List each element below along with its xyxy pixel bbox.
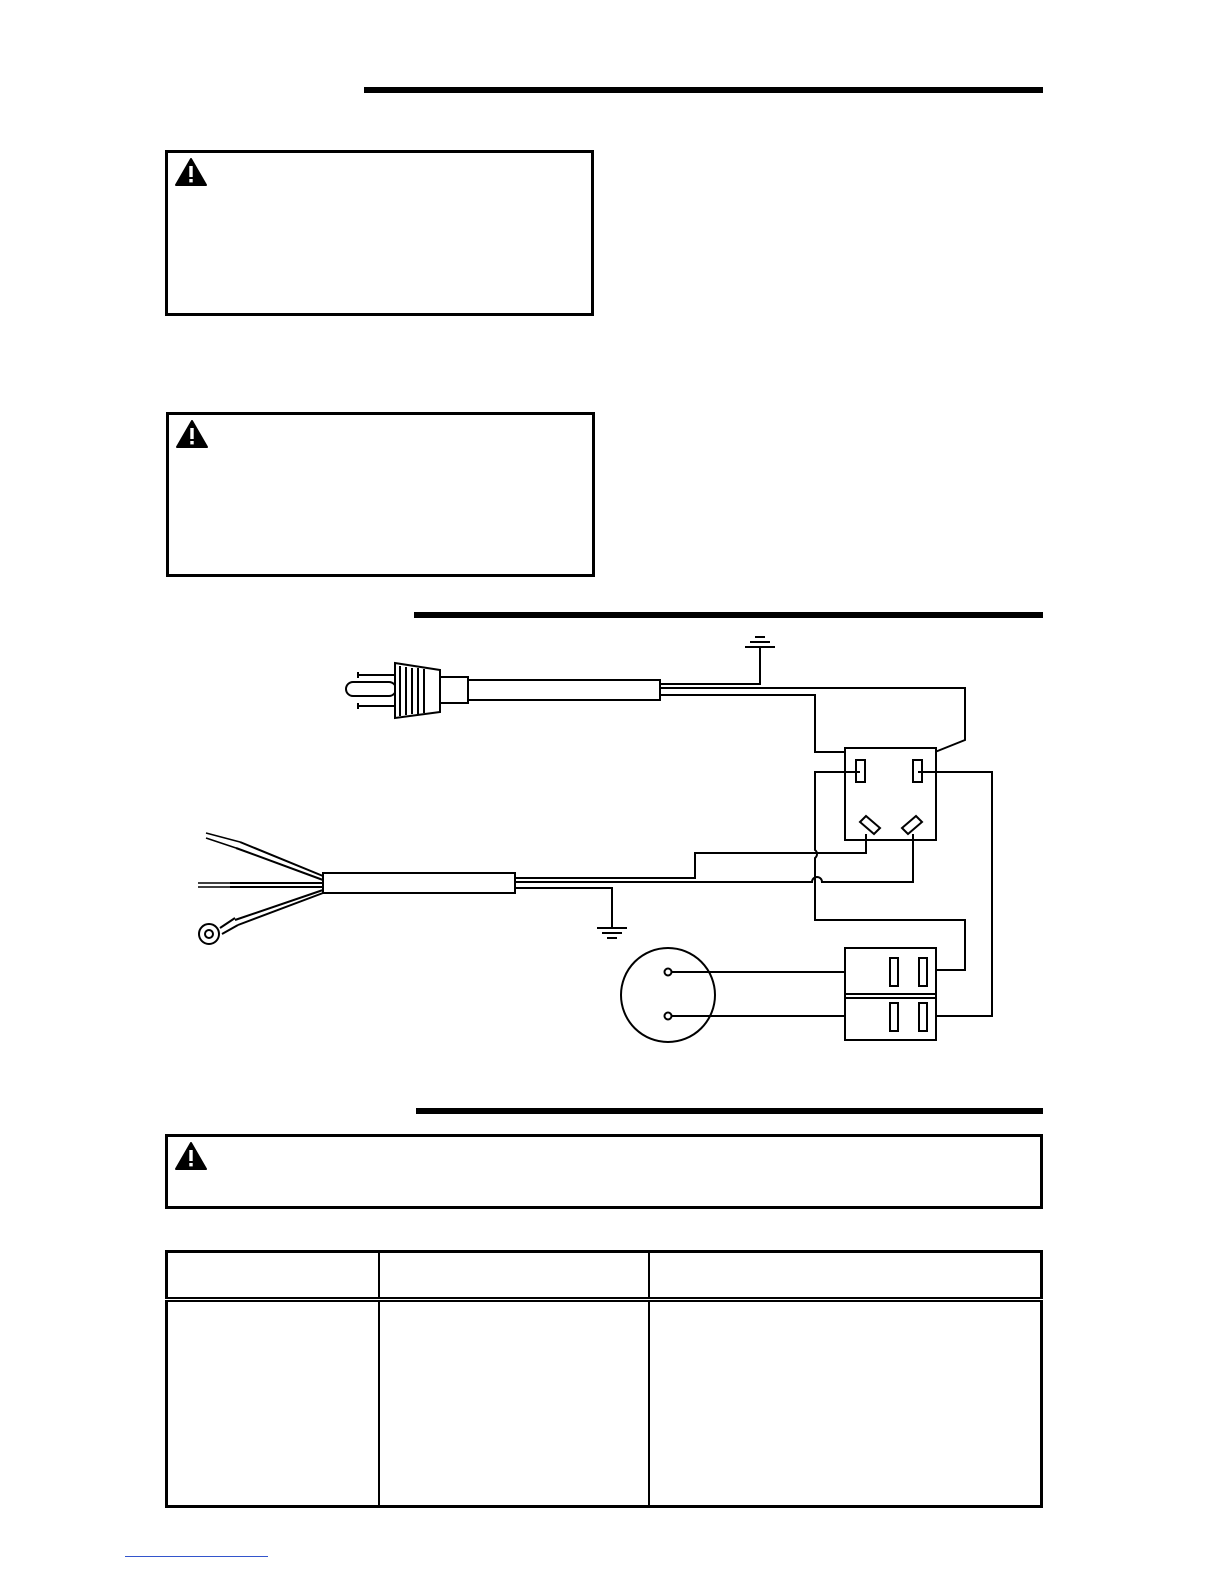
motor-lead-cable: [323, 873, 515, 893]
column-header: [649, 1252, 1042, 1300]
section-rule-top: [364, 87, 1043, 93]
column-header: [379, 1252, 649, 1300]
warning-box-3: [165, 1134, 1043, 1209]
ring-terminal: [199, 918, 238, 944]
warning-triangle-icon: [174, 1141, 208, 1171]
warning-box-1: [165, 150, 594, 316]
footer-link-underline[interactable]: [125, 1556, 268, 1557]
power-cord: [468, 680, 660, 700]
table-cell: [649, 1300, 1042, 1507]
section-rule-troubleshooting: [416, 1108, 1043, 1114]
ground-symbol: [660, 637, 775, 684]
table-cell: [167, 1300, 380, 1507]
table-cell: [379, 1300, 649, 1507]
three-prong-plug: [346, 663, 468, 718]
warning-box-2: [166, 412, 595, 577]
warning-triangle-icon: [175, 419, 209, 449]
section-rule-wiring: [414, 612, 1043, 618]
warning-triangle-icon: [174, 157, 208, 187]
table-header-row: [167, 1252, 1042, 1300]
terminal-block: [845, 948, 936, 1040]
rocker-switch: [845, 748, 936, 840]
column-header: [167, 1252, 380, 1300]
ground-symbol-lower: [597, 928, 627, 938]
wiring-diagram: [180, 625, 1020, 1065]
motor: [621, 948, 715, 1042]
troubleshooting-table: [165, 1250, 1043, 1508]
table-row: [167, 1300, 1042, 1507]
